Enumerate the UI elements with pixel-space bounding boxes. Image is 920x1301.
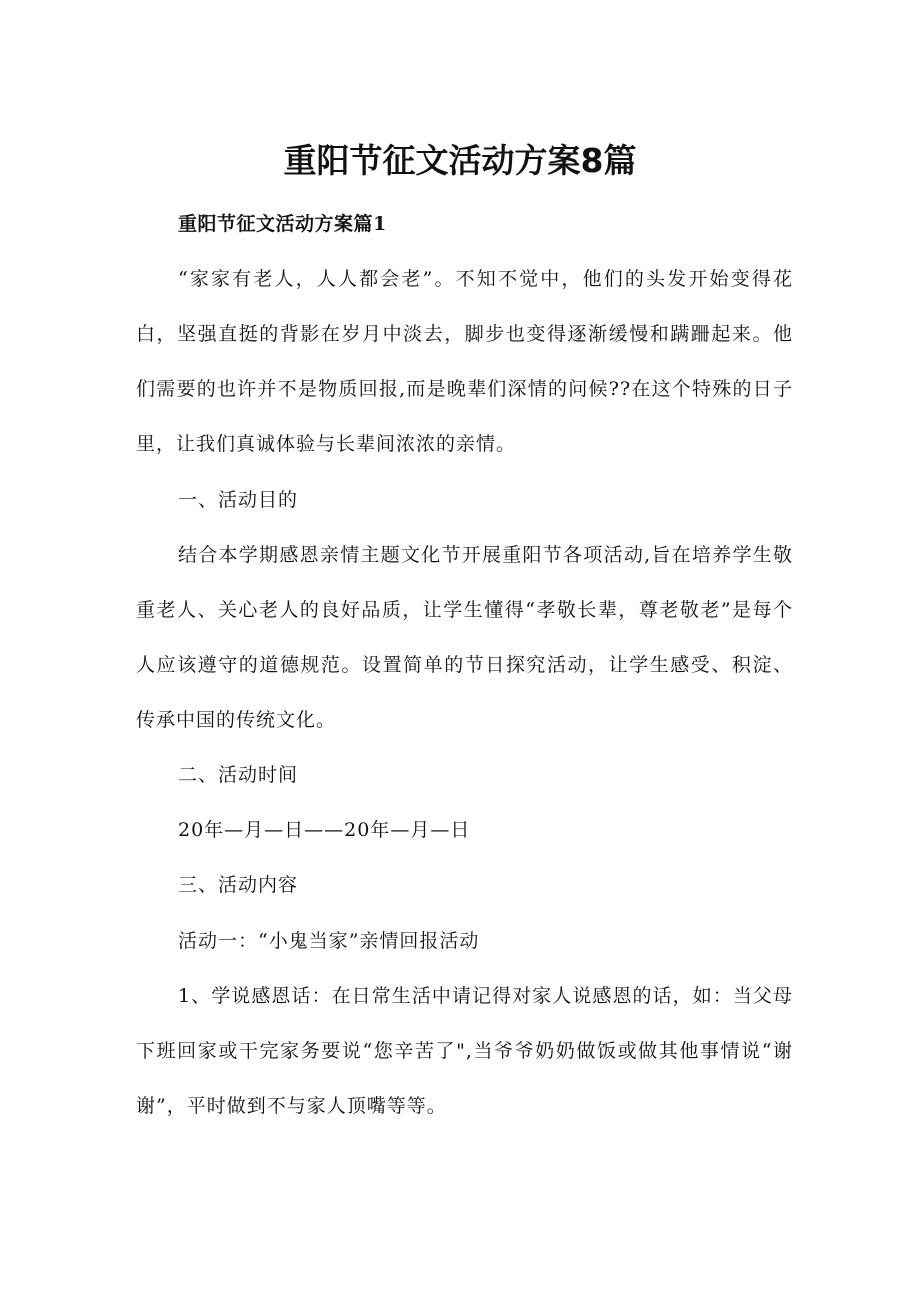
document-title: 重阳节征文活动方案8篇 xyxy=(283,141,637,180)
section-heading-purpose: 一、活动目的 xyxy=(178,489,299,511)
purpose-paragraph: 结合本学期感恩亲情主题文化节开展重阳节各项活动,旨在培养学生敬重老人、关心老人的良好品质，让学生懂得“孝敬长辈，尊老敬老”是每个人应该遵守的道德规范。设置简单的节日探究活动，让学生感受、积淀、传承中国的传统文化。 xyxy=(136,544,793,731)
activity-item-paragraph: 1、学说感恩话：在日常生活中请记得对家人说感恩的话，如：当父母下班回家或干完家务要说“您辛苦了",当爷爷奶奶做饭或做其他事情说“谢谢”，平时做到不与家人顶嘴等等。 xyxy=(136,985,793,1117)
time-range: 20年—月—日——20年—月—日 xyxy=(178,819,471,841)
section-heading-time: 二、活动时间 xyxy=(178,764,299,786)
activity-heading: 活动一：“小鬼当家”亲情回报活动 xyxy=(178,930,480,952)
intro-paragraph: “家家有老人，人人都会老”。不知不觉中，他们的头发开始变得花白，坚强直挺的背影在岁月中淡去，脚步也变得逐渐缓慢和蹒跚起来。他们需要的也许并不是物质回报,而是晚辈们深情的问候??在这个特殊的日子里，让我们真诚体验与长辈间浓浓的亲情。 xyxy=(136,268,793,455)
section-heading-content: 三、活动内容 xyxy=(178,874,299,896)
section-subtitle: 重阳节征文活动方案篇1 xyxy=(178,213,387,235)
